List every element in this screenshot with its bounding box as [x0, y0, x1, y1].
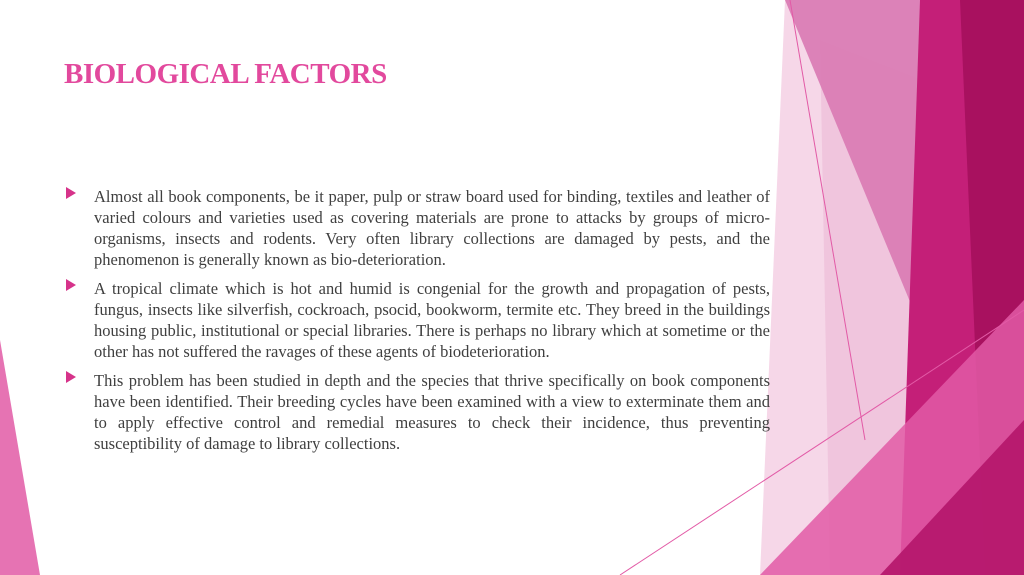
bullet-item [64, 186, 770, 270]
bullet-item [64, 370, 770, 454]
bullet-text: This problem has been studied in depth and the species that thrive specifically on book components have been identified. Their breeding cycles have been examined with a view to exterminate them and to apply effective control and remedial measures to check their incidence, thus preventing susceptibility of damage to library collections. [94, 371, 770, 453]
left-edge-shape [0, 340, 40, 575]
bullet-arrow-icon [66, 279, 76, 291]
slide-title: BIOLOGICAL FACTORS [64, 58, 387, 90]
bullet-text: Almost all book components, be it paper, pulp or straw board used for binding, textiles and leather of varied colours and varieties used as covering materials are prone to attacks by groups of micro-organisms, insects and rodents. Very often library collections are damaged by pests, and the phenomenon is generally known as bio-deterioration. [94, 187, 770, 269]
bullet-arrow-icon [66, 371, 76, 383]
bullet-list [64, 186, 770, 462]
bullet-arrow-icon [66, 187, 76, 199]
bullet-item [64, 278, 770, 362]
bullet-text: A tropical climate which is hot and humid is congenial for the growth and propagation of pests, fungus, insects like silverfish, cockroach, psocid, bookworm, termite etc. They breed in the buildings housing public, institutional or special libraries. There is perhaps no library which at sometime or the other has not suffered the ravages of these agents of biodeterioration. [94, 279, 770, 361]
